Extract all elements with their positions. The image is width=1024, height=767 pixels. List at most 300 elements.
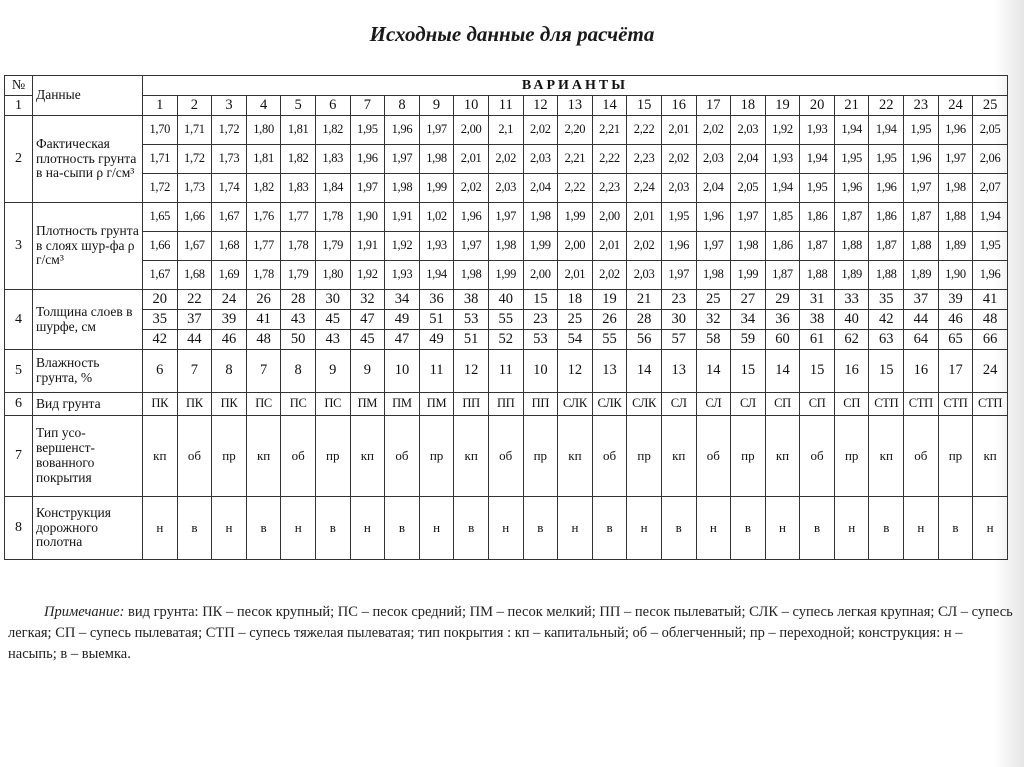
variant-number: 20 <box>800 96 835 116</box>
table-cell: 8 <box>212 350 247 393</box>
table-cell: 2,22 <box>592 145 627 174</box>
row-index-header: 1 <box>5 96 33 116</box>
table-cell: в <box>454 497 489 560</box>
table-cell: 30 <box>315 290 350 310</box>
table-cell: 45 <box>315 310 350 330</box>
variant-number: 19 <box>765 96 800 116</box>
table-cell: 50 <box>281 330 316 350</box>
table-cell: 26 <box>246 290 281 310</box>
table-cell: 1,76 <box>246 203 281 232</box>
table-cell: 1,95 <box>350 116 385 145</box>
table-cell: 1,93 <box>765 145 800 174</box>
variant-number: 23 <box>904 96 939 116</box>
note-lead: Примечание: <box>44 604 125 620</box>
table-cell: 2,23 <box>592 174 627 203</box>
table-cell: 41 <box>246 310 281 330</box>
table-cell: 1,97 <box>938 145 973 174</box>
table-cell: 2,01 <box>454 145 489 174</box>
table-cell: 1,95 <box>973 232 1008 261</box>
table-cell: 41 <box>973 290 1008 310</box>
table-cell: 1,94 <box>419 261 454 290</box>
table-cell: 49 <box>419 330 454 350</box>
table-cell: 27 <box>731 290 766 310</box>
table-cell: 1,66 <box>143 232 178 261</box>
table-cell: 2,04 <box>523 174 558 203</box>
table-cell: 1,96 <box>904 145 939 174</box>
table-cell: 51 <box>419 310 454 330</box>
table-cell: 1,82 <box>281 145 316 174</box>
table-cell: 13 <box>592 350 627 393</box>
table-cell: 1,94 <box>869 116 904 145</box>
table-cell: 38 <box>454 290 489 310</box>
table-cell: СЛК <box>558 393 593 416</box>
table-cell: кп <box>973 416 1008 497</box>
table-cell: 15 <box>800 350 835 393</box>
table-cell: 61 <box>800 330 835 350</box>
table-cell: 1,87 <box>765 261 800 290</box>
table-cell: 1,98 <box>523 203 558 232</box>
table-cell: 55 <box>488 310 523 330</box>
table-cell: 2,01 <box>592 232 627 261</box>
row-label: Влажность грунта, % <box>33 350 143 393</box>
table-cell: 1,65 <box>143 203 178 232</box>
table-cell: 46 <box>212 330 247 350</box>
table-cell: 47 <box>385 330 420 350</box>
table-cell: 1,92 <box>385 232 420 261</box>
table-cell: 1,78 <box>246 261 281 290</box>
table-cell: 39 <box>938 290 973 310</box>
table-cell: 45 <box>350 330 385 350</box>
table-cell: 2,01 <box>558 261 593 290</box>
table-cell: 1,98 <box>385 174 420 203</box>
table-cell: н <box>212 497 247 560</box>
table-cell: 24 <box>973 350 1008 393</box>
table-cell: 49 <box>385 310 420 330</box>
table-cell: СТП <box>869 393 904 416</box>
variant-number: 4 <box>246 96 281 116</box>
table-cell: 2,01 <box>661 116 696 145</box>
table-cell: пр <box>627 416 662 497</box>
variant-number: 21 <box>834 96 869 116</box>
table-cell: 2,02 <box>488 145 523 174</box>
table-cell: 2,03 <box>696 145 731 174</box>
table-cell: 1,99 <box>558 203 593 232</box>
table-cell: 34 <box>385 290 420 310</box>
table-cell: 1,02 <box>419 203 454 232</box>
table-cell: 44 <box>177 330 212 350</box>
variant-number: 2 <box>177 96 212 116</box>
table-cell: 56 <box>627 330 662 350</box>
table-cell: 1,84 <box>315 174 350 203</box>
table-cell: 1,92 <box>765 116 800 145</box>
table-cell: 1,88 <box>938 203 973 232</box>
table-cell: 2,21 <box>592 116 627 145</box>
table-cell: 1,95 <box>869 145 904 174</box>
table-cell: 39 <box>212 310 247 330</box>
table-cell: 1,96 <box>350 145 385 174</box>
table-cell: 1,98 <box>419 145 454 174</box>
table-cell: 1,67 <box>177 232 212 261</box>
table-cell: 2,06 <box>973 145 1008 174</box>
table-cell: 1,93 <box>800 116 835 145</box>
variant-number: 7 <box>350 96 385 116</box>
table-cell: пр <box>315 416 350 497</box>
table-cell: 1,66 <box>177 203 212 232</box>
table-cell: об <box>385 416 420 497</box>
table-cell: пр <box>523 416 558 497</box>
table-cell: 7 <box>246 350 281 393</box>
table-cell: 1,83 <box>315 145 350 174</box>
table-cell: н <box>558 497 593 560</box>
table-cell: 2,1 <box>488 116 523 145</box>
table-cell: кп <box>558 416 593 497</box>
table-cell: 1,96 <box>869 174 904 203</box>
table-cell: ПМ <box>350 393 385 416</box>
table-cell: 1,97 <box>488 203 523 232</box>
note-text: вид грунта: ПК – песок крупный; ПС – песок средний; ПМ – песок мелкий; ПП – песок пылеватый; СЛК – супесь легкая крупная; СЛ – супесь легкая; СП – супесь пылеватая; СТП – супесь тяжелая пылеватая; тип покрытия : кп – капитальный; об – облегченный; пр – переходной; конструкция: н – насыпь; в – выемка. <box>8 604 1013 662</box>
table-cell: 1,82 <box>246 174 281 203</box>
table-cell: 24 <box>212 290 247 310</box>
table-cell: 59 <box>731 330 766 350</box>
table-cell: СТП <box>973 393 1008 416</box>
table-cell: кп <box>765 416 800 497</box>
variant-number: 18 <box>731 96 766 116</box>
table-cell: 2,02 <box>661 145 696 174</box>
table-cell: 1,87 <box>869 232 904 261</box>
table-cell: 1,97 <box>661 261 696 290</box>
table-cell: 16 <box>904 350 939 393</box>
table-cell: 2,22 <box>627 116 662 145</box>
table-cell: об <box>800 416 835 497</box>
table-cell: ПС <box>315 393 350 416</box>
table-cell: 2,05 <box>973 116 1008 145</box>
table-cell: пр <box>212 416 247 497</box>
table-cell: 1,73 <box>212 145 247 174</box>
table-cell: в <box>800 497 835 560</box>
table-cell: 42 <box>869 310 904 330</box>
table-cell: 2,01 <box>627 203 662 232</box>
table-cell: 1,99 <box>419 174 454 203</box>
table-cell: 48 <box>246 330 281 350</box>
table-cell: 1,86 <box>765 232 800 261</box>
table-cell: 12 <box>558 350 593 393</box>
table-cell: об <box>904 416 939 497</box>
table-cell: 1,94 <box>765 174 800 203</box>
table-cell: 1,97 <box>904 174 939 203</box>
table-cell: 1,98 <box>488 232 523 261</box>
page-title: Исходные данные для расчёта <box>369 22 655 46</box>
table-cell: 1,98 <box>696 261 731 290</box>
table-cell: н <box>904 497 939 560</box>
table-cell: в <box>938 497 973 560</box>
table-cell: 1,88 <box>800 261 835 290</box>
variant-number: 13 <box>558 96 593 116</box>
table-cell: н <box>973 497 1008 560</box>
table-cell: СТП <box>904 393 939 416</box>
table-cell: 1,86 <box>800 203 835 232</box>
table-cell: кп <box>454 416 489 497</box>
table-cell: 20 <box>143 290 178 310</box>
table-cell: 12 <box>454 350 489 393</box>
table-cell: 6 <box>143 350 178 393</box>
table-cell: 1,88 <box>869 261 904 290</box>
variant-number: 12 <box>523 96 558 116</box>
table-cell: 2,02 <box>696 116 731 145</box>
table-cell: 1,78 <box>281 232 316 261</box>
table-cell: 31 <box>800 290 835 310</box>
table-cell: 47 <box>350 310 385 330</box>
table-cell: СЛК <box>627 393 662 416</box>
table-cell: об <box>696 416 731 497</box>
table-cell: 1,72 <box>143 174 178 203</box>
table-cell: 42 <box>143 330 178 350</box>
table-cell: 19 <box>592 290 627 310</box>
table-cell: 1,94 <box>800 145 835 174</box>
table-cell: ПМ <box>385 393 420 416</box>
table-cell: 1,90 <box>938 261 973 290</box>
variant-number: 14 <box>592 96 627 116</box>
table-cell: 2,05 <box>731 174 766 203</box>
table-cell: 1,95 <box>800 174 835 203</box>
table-cell: СП <box>800 393 835 416</box>
table-cell: 1,78 <box>315 203 350 232</box>
table-cell: в <box>385 497 420 560</box>
table-cell: ПС <box>281 393 316 416</box>
table-cell: 1,93 <box>419 232 454 261</box>
table-cell: 2,03 <box>661 174 696 203</box>
table-cell: кп <box>661 416 696 497</box>
table-cell: 26 <box>592 310 627 330</box>
variants-header: ВАРИАНТЫ <box>143 76 1008 96</box>
variant-number: 8 <box>385 96 420 116</box>
table-cell: н <box>281 497 316 560</box>
table-cell: 65 <box>938 330 973 350</box>
table-cell: в <box>592 497 627 560</box>
table-cell: 1,71 <box>177 116 212 145</box>
table-cell: кп <box>143 416 178 497</box>
table-cell: 63 <box>869 330 904 350</box>
table-cell: 2,02 <box>454 174 489 203</box>
table-cell: 1,94 <box>973 203 1008 232</box>
table-cell: пр <box>938 416 973 497</box>
table-cell: 1,99 <box>731 261 766 290</box>
variant-number: 17 <box>696 96 731 116</box>
table-cell: 15 <box>869 350 904 393</box>
row-number: 2 <box>5 116 33 203</box>
table-cell: 1,81 <box>281 116 316 145</box>
table-cell: н <box>627 497 662 560</box>
table-cell: 1,95 <box>834 145 869 174</box>
table-cell: 62 <box>834 330 869 350</box>
table-cell: 8 <box>281 350 316 393</box>
table-cell: 1,96 <box>973 261 1008 290</box>
table-cell: 1,94 <box>834 116 869 145</box>
table-cell: 18 <box>558 290 593 310</box>
table-cell: 51 <box>454 330 489 350</box>
table-cell: ПП <box>523 393 558 416</box>
table-cell: 1,93 <box>385 261 420 290</box>
table-cell: 16 <box>834 350 869 393</box>
table-cell: в <box>731 497 766 560</box>
table-cell: 2,02 <box>627 232 662 261</box>
table-cell: 53 <box>523 330 558 350</box>
table-cell: 52 <box>488 330 523 350</box>
table-cell: СЛ <box>696 393 731 416</box>
table-cell: в <box>523 497 558 560</box>
table-cell: 1,77 <box>281 203 316 232</box>
table-cell: 1,80 <box>315 261 350 290</box>
table-cell: СЛК <box>592 393 627 416</box>
table-cell: 2,00 <box>592 203 627 232</box>
table-cell: 32 <box>350 290 385 310</box>
table-cell: ПП <box>454 393 489 416</box>
table-cell: 1,97 <box>350 174 385 203</box>
table-cell: 21 <box>627 290 662 310</box>
table-cell: 33 <box>834 290 869 310</box>
table-cell: 2,03 <box>488 174 523 203</box>
table-cell: н <box>419 497 454 560</box>
row-number: 3 <box>5 203 33 290</box>
table-cell: 1,85 <box>765 203 800 232</box>
table-cell: об <box>281 416 316 497</box>
table-cell: 60 <box>765 330 800 350</box>
table-cell: 1,96 <box>454 203 489 232</box>
row-label: Толщина слоев в шурфе, см <box>33 290 143 350</box>
table-cell: 1,90 <box>350 203 385 232</box>
row-label: Конструкция дорожного полотна <box>33 497 143 560</box>
table-cell: н <box>488 497 523 560</box>
table-cell: 2,00 <box>454 116 489 145</box>
table-cell: 1,67 <box>143 261 178 290</box>
table-cell: 1,72 <box>177 145 212 174</box>
table-cell: 29 <box>765 290 800 310</box>
table-cell: 32 <box>696 310 731 330</box>
variant-number: 24 <box>938 96 973 116</box>
table-cell: в <box>315 497 350 560</box>
variant-number: 16 <box>661 96 696 116</box>
row-number: 5 <box>5 350 33 393</box>
table-cell: 46 <box>938 310 973 330</box>
table-cell: 1,95 <box>904 116 939 145</box>
table-cell: 1,80 <box>246 116 281 145</box>
table-cell: 43 <box>315 330 350 350</box>
table-cell: 1,77 <box>246 232 281 261</box>
table-cell: 14 <box>696 350 731 393</box>
table-cell: н <box>696 497 731 560</box>
table-cell: 57 <box>661 330 696 350</box>
table-cell: 1,96 <box>696 203 731 232</box>
table-cell: 54 <box>558 330 593 350</box>
table-cell: 1,96 <box>834 174 869 203</box>
table-cell: 2,20 <box>558 116 593 145</box>
table-cell: в <box>246 497 281 560</box>
table-cell: в <box>661 497 696 560</box>
variant-number: 25 <box>973 96 1008 116</box>
table-cell: 1,97 <box>731 203 766 232</box>
table-cell: 2,04 <box>696 174 731 203</box>
table-cell: ПМ <box>419 393 454 416</box>
table-cell: 37 <box>904 290 939 310</box>
table-cell: 40 <box>834 310 869 330</box>
table-cell: 1,70 <box>143 116 178 145</box>
table-cell: 1,96 <box>938 116 973 145</box>
table-cell: 11 <box>488 350 523 393</box>
table-cell: 1,68 <box>177 261 212 290</box>
table-cell: 1,88 <box>904 232 939 261</box>
table-cell: 1,83 <box>281 174 316 203</box>
table-cell: 14 <box>627 350 662 393</box>
table-cell: в <box>177 497 212 560</box>
table-cell: 36 <box>419 290 454 310</box>
row-number: 6 <box>5 393 33 416</box>
table-cell: 55 <box>592 330 627 350</box>
table-cell: 1,87 <box>904 203 939 232</box>
table-cell: 1,87 <box>834 203 869 232</box>
table-cell: 35 <box>143 310 178 330</box>
table-cell: 28 <box>281 290 316 310</box>
table-cell: 44 <box>904 310 939 330</box>
table-cell: н <box>350 497 385 560</box>
variant-number: 3 <box>212 96 247 116</box>
table-cell: 43 <box>281 310 316 330</box>
table-cell: 2,21 <box>558 145 593 174</box>
table-cell: 1,92 <box>350 261 385 290</box>
table-cell: 1,95 <box>661 203 696 232</box>
table-cell: ПК <box>212 393 247 416</box>
table-cell: н <box>143 497 178 560</box>
table-cell: 1,71 <box>143 145 178 174</box>
variant-number: 10 <box>454 96 489 116</box>
table-cell: 53 <box>454 310 489 330</box>
table-cell: 1,86 <box>869 203 904 232</box>
variant-number: 6 <box>315 96 350 116</box>
table-cell: 1,89 <box>938 232 973 261</box>
table-cell: 28 <box>627 310 662 330</box>
table-cell: кп <box>246 416 281 497</box>
table-cell: 1,91 <box>385 203 420 232</box>
table-cell: ПК <box>143 393 178 416</box>
table-cell: СП <box>834 393 869 416</box>
table-cell: 1,98 <box>731 232 766 261</box>
table-cell: 1,68 <box>212 232 247 261</box>
table-cell: 2,03 <box>731 116 766 145</box>
variant-number: 11 <box>488 96 523 116</box>
row-number: 4 <box>5 290 33 350</box>
table-cell: 1,98 <box>938 174 973 203</box>
table-cell: в <box>869 497 904 560</box>
table-cell: 30 <box>661 310 696 330</box>
table-cell: 13 <box>661 350 696 393</box>
variant-number: 5 <box>281 96 316 116</box>
table-cell: 37 <box>177 310 212 330</box>
table-cell: 22 <box>177 290 212 310</box>
table-cell: кп <box>869 416 904 497</box>
table-cell: 1,69 <box>212 261 247 290</box>
table-cell: 1,74 <box>212 174 247 203</box>
table-cell: 1,97 <box>696 232 731 261</box>
table-cell: 1,79 <box>315 232 350 261</box>
table-cell: 1,97 <box>419 116 454 145</box>
table-cell: ПП <box>488 393 523 416</box>
table-cell: 1,72 <box>212 116 247 145</box>
table-cell: 1,89 <box>904 261 939 290</box>
table-cell: 1,99 <box>523 232 558 261</box>
table-cell: 2,00 <box>558 232 593 261</box>
table-cell: 48 <box>973 310 1008 330</box>
table-cell: 1,99 <box>488 261 523 290</box>
table-cell: 25 <box>558 310 593 330</box>
table-cell: СП <box>765 393 800 416</box>
